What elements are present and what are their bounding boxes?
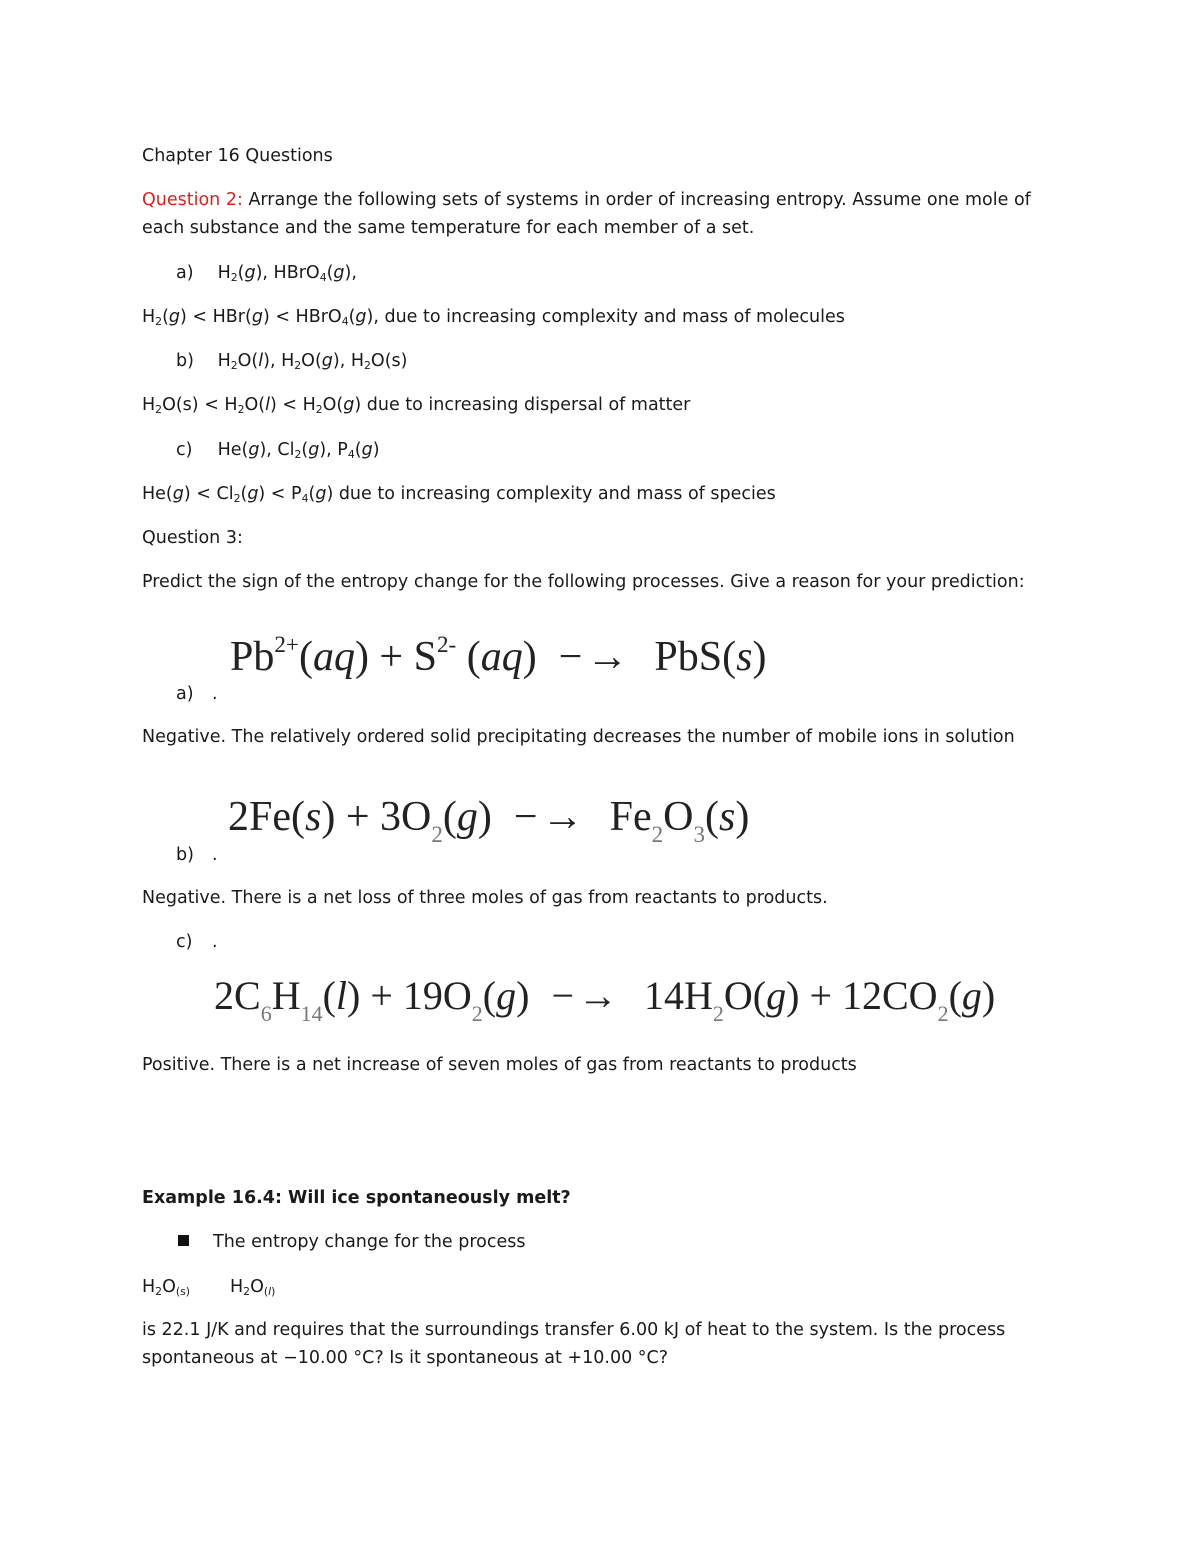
- q2-answer-c: [142, 480, 776, 508]
- q3-item-b: b) .: [176, 845, 218, 865]
- example-title: Example 16.4: Will ice spontaneously melt?: [142, 1188, 571, 1208]
- q3-answer-c: Positive. There is a net increase of seven moles of gas from reactants to products: [142, 1055, 857, 1075]
- example-bullet: The entropy change for the process: [178, 1228, 526, 1256]
- equation-a: $Pb^{2+}(aq) + S^{2-}$ (aq) −→ PbS(s): [230, 631, 767, 680]
- page-title: Chapter 16 Questions: [142, 146, 333, 166]
- q2-answer-c-order: $He(g) < Cl_2(g) < P_4(g)$: [142, 484, 334, 505]
- question-2-text: Arrange the following sets of systems in order of increasing entropy. Assume one mole of: [248, 190, 1031, 210]
- question-2-prompt-cont: each substance and the same temperature for each member of a set.: [142, 218, 755, 238]
- question-3-label: Question 3:: [142, 528, 243, 548]
- equation-b: $2Fe(s) + 3O_2(g) -\to Fe_2O_3(s)$: [228, 794, 750, 847]
- example-process: $H_2O_{(s)}$ $H_2O_{(l)}$: [142, 1277, 276, 1298]
- question-2-prompt: [142, 186, 1031, 214]
- q2-answer-a: [142, 303, 845, 331]
- q3-item-c: c) .: [176, 932, 218, 952]
- question-2-label: Question 2:: [142, 190, 243, 210]
- q2-answer-b: [142, 391, 690, 419]
- q2-item-a: a) $H_2(g)$, HBrO$_4$(g),: [176, 263, 357, 284]
- q3-answer-b: Negative. There is a net loss of three moles of gas from reactants to products.: [142, 888, 828, 908]
- q2-item-a-species: $H_2(g)$, HBrO$_4$(g),: [217, 263, 357, 284]
- example-body-line2: spontaneous at −10.00 °C? Is it spontaneous at +10.00 °C?: [142, 1348, 669, 1368]
- q3-item-a: a) .: [176, 684, 218, 704]
- q2-answer-a-reason: , due to increasing complexity and mass of molecules: [373, 307, 845, 327]
- square-bullet-icon: [178, 1235, 189, 1246]
- q2-item-c-species: He(g), $Cl_2(g)$, $P_4(g)$: [217, 440, 380, 461]
- q2-item-c: c) He(g), $Cl_2(g)$, $P_4(g)$: [176, 440, 380, 461]
- q2-item-b: b) $H_2O(l)$, $H_2O(g)$, $H_2O(s)$: [176, 351, 408, 372]
- question-3-prompt: Predict the sign of the entropy change for the following processes. Give a reason for your prediction:: [142, 572, 1025, 592]
- q2-answer-c-reason: due to increasing complexity and mass of species: [333, 484, 776, 504]
- q3-answer-a: Negative. The relatively ordered solid precipitating decreases the number of mobile ions in solution: [142, 727, 1015, 747]
- q2-item-b-species: $H_2O(l)$, $H_2O(g)$, $H_2O(s)$: [217, 351, 408, 372]
- q2-answer-a-order: $H_2(g) < HBr(g)$ < HBrO$_4$(g): [142, 307, 374, 328]
- equation-c: $2C_6H_{14}(l) + 19O_2(g) -\to 14H_2O(g) + 12CO_2(g)$: [214, 973, 996, 1026]
- example-body-line1: is 22.1 J/K and requires that the surroundings transfer 6.00 kJ of heat to the system. Is the process: [142, 1320, 1006, 1340]
- q2-answer-b-order: $H_2O(s) < H_2O(l) < H_2O(g)$: [142, 395, 362, 416]
- q2-answer-b-reason: due to increasing dispersal of matter: [361, 395, 691, 415]
